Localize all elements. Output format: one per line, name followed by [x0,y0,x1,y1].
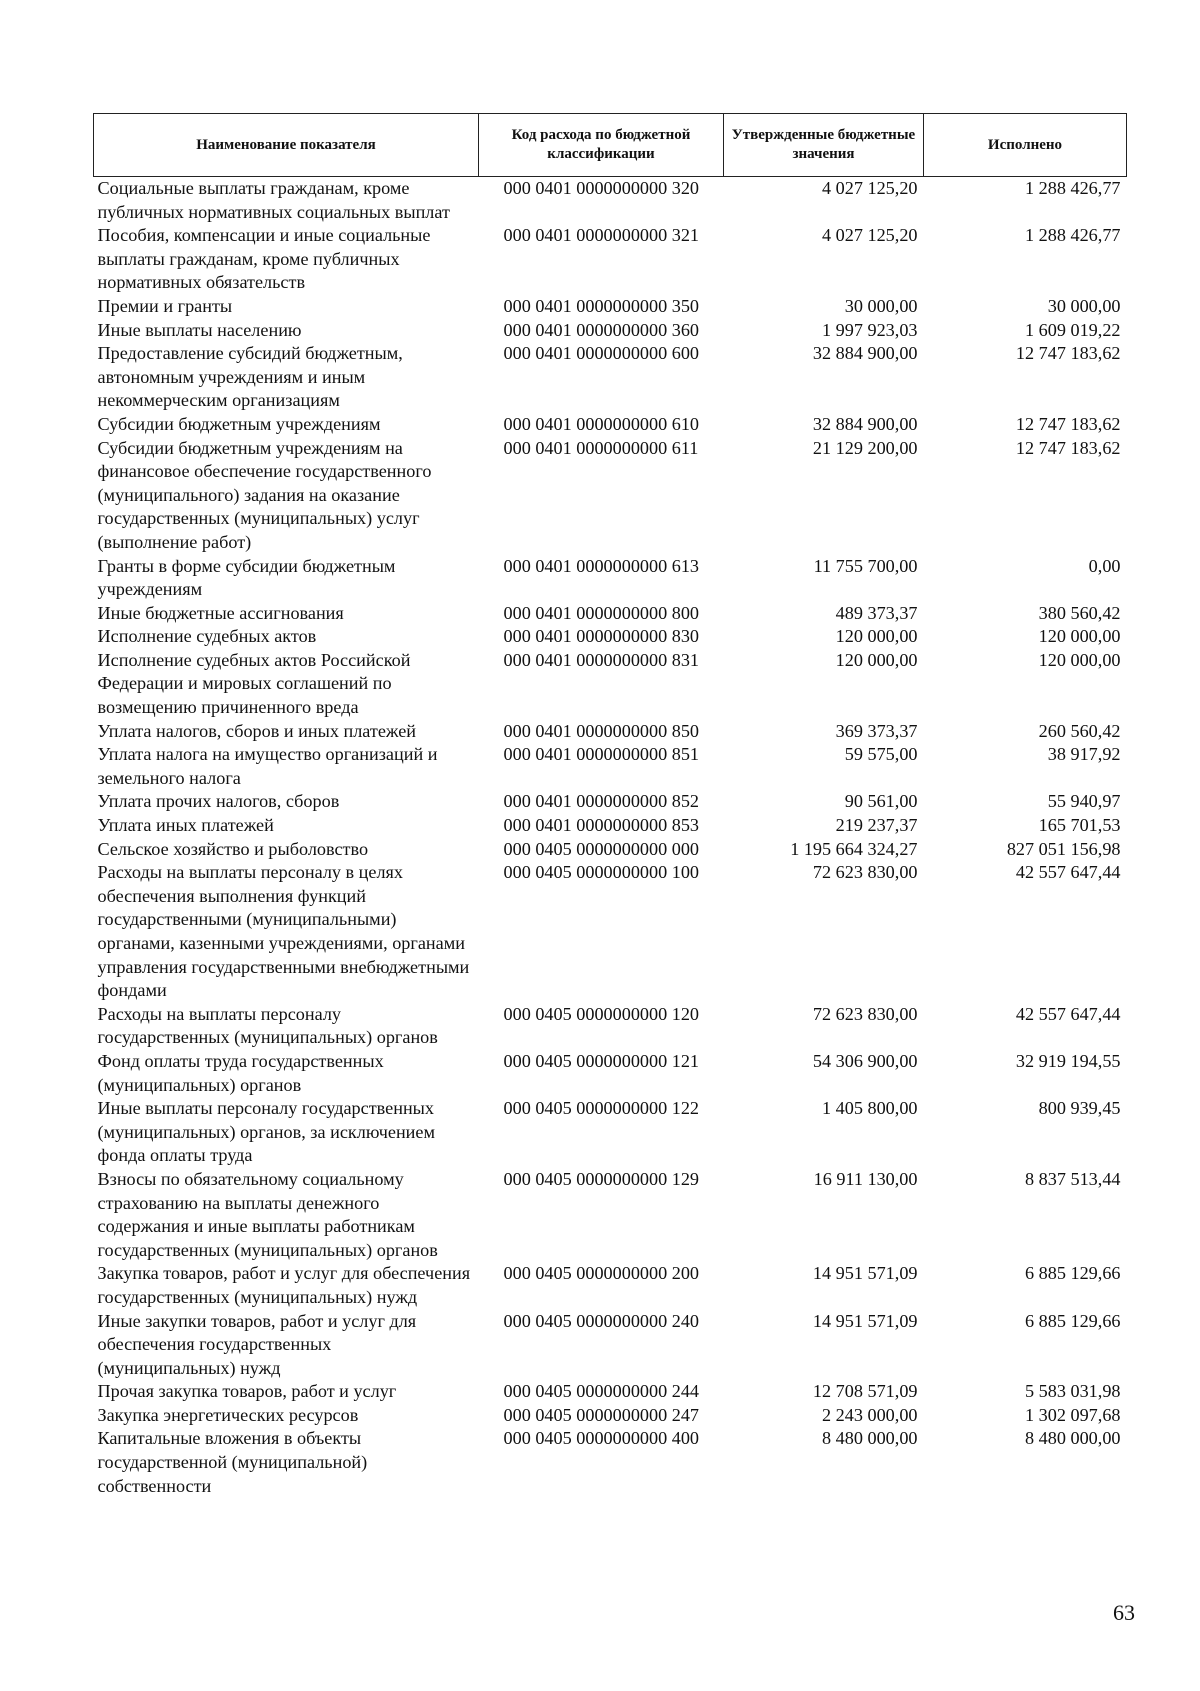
table-row [94,649,1127,720]
cell-approved: 1 405 800,00 [822,1098,918,1119]
cell-approved: 54 306 900,00 [812,1050,918,1071]
cell-approved: 2 243 000,00 [822,1404,918,1425]
table-row [94,295,1127,319]
cell-code: 000 0401 0000000000 360 [503,319,700,340]
cell-name: Исполнение судебных актов Российской Федерации и мировых соглашений по возмещению причиненного вреда [97,649,411,718]
cell-name: Расходы на выплаты персоналу в целях обеспечения выполнения функций государственными (муниципальными) органами, казенными учреждениями, органами управления государственными внебюджетными фондами [97,862,470,1001]
cell-name: Исполнение судебных актов [97,626,317,647]
cell-code: 000 0405 0000000000 240 [503,1310,700,1331]
cell-code: 000 0401 0000000000 853 [503,815,700,836]
cell-executed: 32 919 194,55 [1015,1050,1121,1071]
cell-approved: 120 000,00 [835,626,918,647]
cell-approved: 72 623 830,00 [812,862,918,883]
cell-executed: 380 560,42 [1038,602,1121,623]
cell-code: 000 0401 0000000000 850 [503,720,700,741]
cell-approved: 21 129 200,00 [812,437,918,458]
cell-approved: 1 195 664 324,27 [790,838,918,859]
cell-executed: 38 917,92 [1047,744,1121,765]
cell-name: Иные выплаты персоналу государственных (муниципальных) органов, за исключением фонда оплаты труда [97,1098,435,1166]
cell-name: Уплата налогов, сборов и иных платежей [97,720,417,741]
cell-executed: 55 940,97 [1047,791,1121,812]
cell-approved: 4 027 125,20 [822,178,918,198]
document-page [93,113,1126,1498]
cell-name: Гранты в форме субсидии бюджетным учреждениям [97,555,396,600]
cell-code: 000 0401 0000000000 851 [503,744,700,765]
cell-approved: 72 623 830,00 [812,1003,918,1024]
cell-name: Социальные выплаты гражданам, кроме публичных нормативных социальных выплат [97,178,450,222]
cell-code: 000 0405 0000000000 000 [503,838,700,859]
cell-executed: 1 609 019,22 [1025,319,1121,340]
cell-code: 000 0405 0000000000 400 [503,1428,700,1449]
cell-name: Предоставление субсидий бюджетным, автономным учреждениям и иным некоммерческим организациям [97,343,403,411]
cell-name: Субсидии бюджетным учреждениям на финансовое обеспечение государственного (муниципального) задания на оказание государственных (муниципальных) услуг (выполнение работ) [97,437,432,552]
table-row [94,625,1127,649]
header-approved: Утвержденные бюджетные значения [724,114,924,177]
cell-name: Субсидии бюджетным учреждениям [97,413,381,434]
cell-name: Пособия, компенсации и иные социальные выплаты гражданам, кроме публичных нормативных обязательств [97,225,431,293]
table-row [94,1427,1127,1498]
table-row [94,790,1127,814]
table-row [94,413,1127,437]
cell-code: 000 0405 0000000000 121 [503,1050,700,1071]
cell-code: 000 0405 0000000000 247 [503,1404,700,1425]
cell-approved: 32 884 900,00 [812,413,918,434]
cell-code: 000 0405 0000000000 122 [503,1098,700,1119]
cell-code: 000 0405 0000000000 100 [503,862,700,883]
cell-executed: 12 747 183,62 [1015,413,1121,434]
cell-name: Уплата налога на имущество организаций и земельного налога [97,744,438,788]
cell-approved: 120 000,00 [835,649,918,670]
cell-approved: 8 480 000,00 [822,1428,918,1449]
table-row [94,1262,1127,1309]
cell-code: 000 0401 0000000000 611 [503,437,699,458]
table-body [94,177,1127,1499]
cell-approved: 4 027 125,20 [822,225,918,246]
cell-name: Уплата иных платежей [97,815,274,836]
table-row [94,861,1127,1003]
cell-approved: 32 884 900,00 [812,343,918,364]
table-row [94,743,1127,790]
cell-code: 000 0401 0000000000 350 [503,295,700,316]
cell-executed: 165 701,53 [1038,815,1121,836]
cell-approved: 12 708 571,09 [812,1381,918,1402]
cell-approved: 1 997 923,03 [822,319,918,340]
table-row [94,177,1127,225]
header-executed: Исполнено [924,114,1127,177]
cell-executed: 30 000,00 [1047,295,1121,316]
cell-name: Закупка энергетических ресурсов [97,1404,359,1425]
cell-name: Сельское хозяйство и рыболовство [97,838,369,859]
page-number: 63 [1113,1600,1135,1625]
cell-code: 000 0401 0000000000 852 [503,791,700,812]
table-row [94,602,1127,626]
cell-executed: 6 885 129,66 [1025,1310,1121,1331]
cell-name: Взносы по обязательному социальному страхованию на выплаты денежного содержания и иные выплаты работникам государственных (муниципальных) органов [97,1168,438,1260]
table-row [94,814,1127,838]
cell-executed: 827 051 156,98 [1006,838,1121,859]
table-row [94,437,1127,555]
table-row [94,224,1127,295]
cell-code: 000 0405 0000000000 120 [503,1003,700,1024]
cell-code: 000 0401 0000000000 610 [503,413,700,434]
header-name: Наименование показателя [94,114,479,177]
table-row [94,1097,1127,1168]
cell-executed: 42 557 647,44 [1015,1003,1121,1024]
cell-approved: 369 373,37 [835,720,918,741]
table-row [94,1310,1127,1381]
cell-approved: 59 575,00 [844,744,918,765]
cell-approved: 14 951 571,09 [812,1310,918,1331]
cell-name: Иные выплаты населению [97,319,302,340]
cell-code: 000 0401 0000000000 831 [503,649,700,670]
cell-executed: 5 583 031,98 [1025,1381,1121,1402]
cell-approved: 14 951 571,09 [812,1263,918,1284]
cell-executed: 260 560,42 [1038,720,1121,741]
table-row [94,1003,1127,1050]
cell-executed: 1 288 426,77 [1025,178,1121,198]
cell-executed: 8 837 513,44 [1025,1168,1121,1189]
cell-code: 000 0401 0000000000 613 [503,555,700,576]
cell-executed: 6 885 129,66 [1025,1263,1121,1284]
cell-executed: 12 747 183,62 [1015,343,1121,364]
cell-executed: 0,00 [1088,555,1121,576]
cell-approved: 11 755 700,00 [813,555,918,576]
cell-code: 000 0405 0000000000 129 [503,1168,700,1189]
cell-executed: 120 000,00 [1038,626,1121,647]
cell-name: Закупка товаров, работ и услуг для обеспечения государственных (муниципальных) нужд [97,1263,471,1307]
cell-name: Расходы на выплаты персоналу государственных (муниципальных) органов [97,1003,438,1048]
cell-executed: 8 480 000,00 [1025,1428,1121,1449]
table-row [94,342,1127,413]
table-row [94,1168,1127,1262]
cell-executed: 800 939,45 [1038,1098,1121,1119]
cell-code: 000 0401 0000000000 830 [503,626,700,647]
cell-name: Капитальные вложения в объекты государственной (муниципальной) собственности [97,1428,368,1496]
cell-name: Уплата прочих налогов, сборов [97,791,340,812]
cell-code: 000 0401 0000000000 800 [503,602,700,623]
table-row [94,1404,1127,1428]
cell-code: 000 0405 0000000000 244 [503,1381,700,1402]
cell-executed: 12 747 183,62 [1015,437,1121,458]
table-header-row [94,114,1127,177]
cell-name: Премии и гранты [97,295,233,316]
cell-approved: 489 373,37 [835,602,918,623]
budget-execution-table [93,113,1127,1498]
cell-approved: 90 561,00 [844,791,918,812]
cell-name: Прочая закупка товаров, работ и услуг [97,1381,397,1402]
cell-executed: 42 557 647,44 [1015,862,1121,883]
cell-executed: 1 288 426,77 [1025,225,1121,246]
cell-executed: 1 302 097,68 [1025,1404,1121,1425]
cell-name: Иные бюджетные ассигнования [97,602,344,623]
cell-name: Иные закупки товаров, работ и услуг для обеспечения государственных (муниципальных) нужд [97,1310,417,1378]
table-row [94,838,1127,862]
table-row [94,555,1127,602]
cell-approved: 16 911 130,00 [813,1168,918,1189]
table-row [94,1380,1127,1404]
cell-code: 000 0401 0000000000 321 [503,225,700,246]
cell-name: Фонд оплаты труда государственных (муниципальных) органов [97,1050,384,1095]
cell-code: 000 0401 0000000000 600 [503,343,700,364]
table-row [94,1050,1127,1097]
table-row [94,319,1127,343]
table-header [94,114,1127,177]
cell-executed: 120 000,00 [1038,649,1121,670]
header-code: Код расхода по бюджетной классификации [479,114,724,177]
cell-code: 000 0401 0000000000 320 [503,178,700,198]
cell-code: 000 0405 0000000000 200 [503,1263,700,1284]
table-row [94,720,1127,744]
cell-approved: 30 000,00 [844,295,918,316]
cell-approved: 219 237,37 [835,815,918,836]
